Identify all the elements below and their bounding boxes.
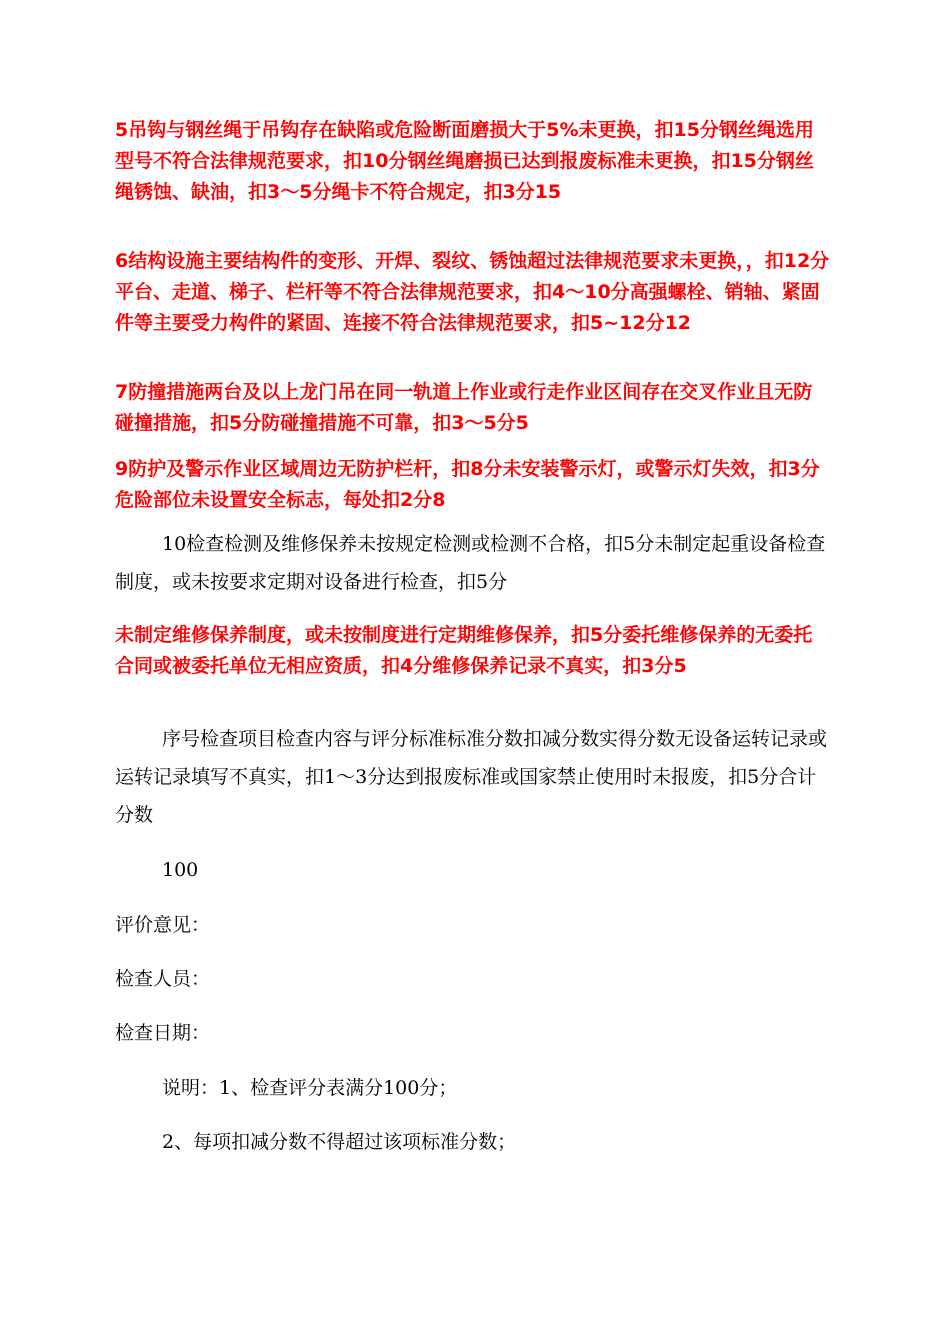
item-9-protection-warning: 9防护及警示作业区域周边无防护栏杆，扣8分未安装警示灯，或警示灯失效，扣3分危险部位未设置安全标志，每处扣2分8	[115, 458, 820, 511]
evaluation-label: 评价意见：	[115, 914, 211, 936]
item-7-anti-collision: 7防撞措施两台及以上龙门吊在同一轨道上作业或行走作业区间存在交叉作业且无防碰撞措施，扣5分防碰撞措施不可靠，扣3～5分5	[115, 381, 813, 434]
note-2: 2、每项扣减分数不得超过该项标准分数；	[162, 1131, 517, 1153]
total-score: 100	[162, 859, 199, 881]
item-10-inspection: 10检查检测及维修保养未按规定检测或检测不合格，扣5分未制定起重设备检查制度，或未按要求定期对设备进行检查，扣5分	[115, 533, 826, 593]
maintenance-requirements: 未制定维修保养制度，或未按制度进行定期维修保养，扣5分委托维修保养的无委托合同或被委托单位无相应资质，扣4分维修保养记录不真实，扣3分5	[115, 624, 813, 677]
inspector-label: 检查人员：	[115, 968, 211, 990]
note-1: 说明：1、检查评分表满分100分；	[162, 1077, 458, 1099]
table-header-text: 序号检查项目检查内容与评分标准标准分数扣减分数实得分数无设备运转记录或运转记录填写不真实，扣1～3分达到报废标准或国家禁止使用时未报废，扣5分合计分数	[115, 728, 828, 826]
item-6-structure: 6结构设施主要结构件的变形、开焊、裂纹、锈蚀超过法律规范要求未更换，，扣12分平台、走道、梯子、栏杆等不符合法律规范要求，扣4～10分高强螺栓、销轴、紧固件等主要受力构件的紧固、连接不符合法律规范要求，扣5~12分12	[115, 250, 830, 334]
inspection-date-label: 检查日期：	[115, 1022, 211, 1044]
item-5-hook-wire-rope: 5吊钩与钢丝绳于吊钩存在缺陷或危险断面磨损大于5%未更换，扣15分钢丝绳选用型号不符合法律规范要求，扣10分钢丝绳磨损已达到报废标准未更换，扣15分钢丝绳锈蚀、缺油，扣3～5分绳卡不符合规定，扣3分15	[115, 119, 814, 203]
